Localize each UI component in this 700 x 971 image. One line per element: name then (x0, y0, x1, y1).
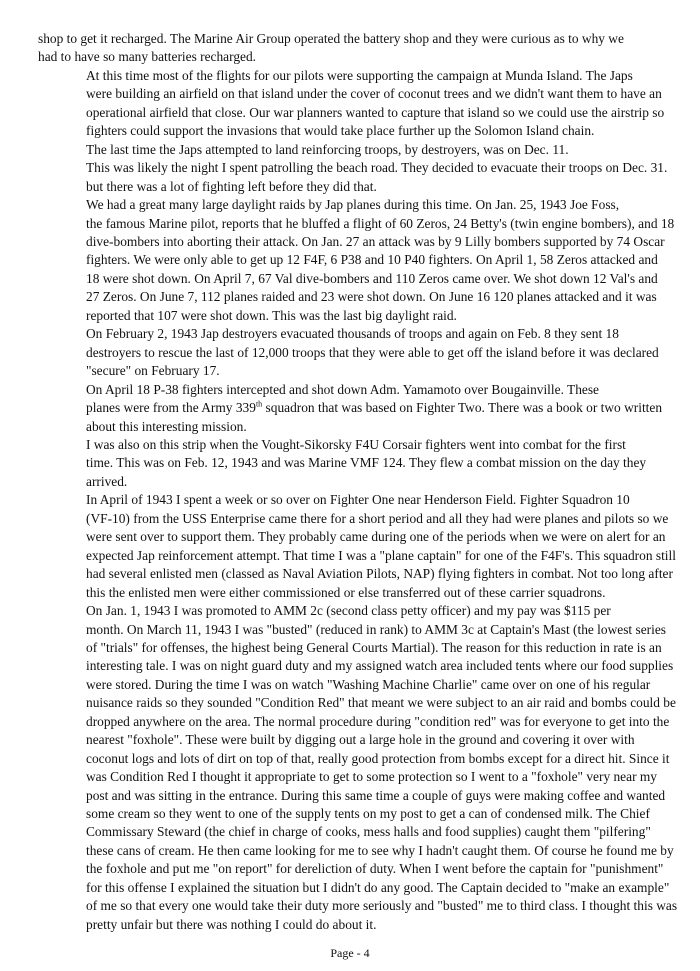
line-text: Commissary Steward (the chief in charge of cooks, mess halls and food supplies) caught them "pilfering" (86, 824, 651, 840)
paragraph (38, 602, 678, 934)
text-line (38, 491, 670, 509)
paragraph (38, 381, 670, 436)
line-text: post and was sitting in the entrance. During this same time a couple of guys were making coffee and wanted (86, 787, 666, 803)
text-line (38, 288, 670, 306)
text-line (38, 528, 670, 546)
line-text: 27 Zeros. On June 7, 112 planes raided and 23 were shot down. On June 16 120 planes attacked and it was (86, 289, 657, 305)
text-line (38, 344, 670, 362)
text-line (38, 565, 673, 583)
superscript: th (255, 399, 263, 409)
line-text: were stored. During the time I was on watch "Washing Machine Charlie" came over on one of his regular (86, 676, 651, 692)
text-line (38, 178, 670, 196)
text-line (38, 85, 670, 103)
line-text: "secure" on February 17. (86, 363, 220, 379)
text-line (38, 842, 674, 860)
line-text: dropped anywhere on the area. The normal procedure during "condition red" was for everyone to get into the (86, 713, 670, 729)
text-line (38, 897, 678, 915)
text-line (38, 768, 670, 786)
line-text: fighters could support the invasions that would take place further up the Solomon Island chain. (86, 123, 595, 139)
text-line (38, 251, 670, 269)
line-text: shop to get it recharged. The Marine Air Group operated the battery shop and they were curious as to why we (38, 31, 624, 46)
line-text: On April 18 P-38 fighters intercepted and shot down Adm. Yamamoto over Bougainville. These (86, 381, 599, 397)
text-line (38, 418, 670, 436)
text-line (38, 750, 670, 768)
text-line (38, 270, 670, 288)
text-line (38, 362, 670, 380)
text-line (38, 215, 675, 233)
line-text: of me so that every one would take their duty more seriously and "busted" me to third class. I thought this was (86, 898, 678, 914)
text-line (38, 547, 676, 565)
body-text (38, 30, 678, 934)
line-text: of "trials" for offenses, the highest being General Courts Martial). The reason for this reduction in rate is an (86, 639, 662, 655)
text-line (38, 159, 670, 177)
text-line (38, 381, 670, 399)
line-text: At this time most of the flights for our pilots were supporting the campaign at Munda Island. The Japs (86, 67, 633, 83)
line-text: This was likely the night I spent patrolling the beach road. They decided to evacuate their troops on Dec. 31. (86, 160, 668, 176)
line-text: (VF-10) from the USS Enterprise came there for a short period and all they had were planes and pilots so we (86, 510, 669, 526)
text-line (38, 473, 670, 491)
text-line (38, 823, 670, 841)
line-text: interesting tale. I was on night guard duty and my assigned watch area included tents where our food supplies (86, 658, 674, 674)
text-line (38, 657, 674, 675)
line-text: these cans of cream. He then came looking for me to see why I hadn't caught them. Of course he found me by (86, 842, 674, 858)
text-line (38, 694, 676, 712)
text-line (38, 67, 670, 85)
text-line (38, 122, 670, 140)
line-text: pretty unfair but there was nothing I could do about it. (86, 916, 377, 932)
text-line (38, 141, 670, 159)
line-text: coconut logs and lots of dirt on top of that, really good protection from bombs except for a direct hit. Since it (86, 750, 670, 766)
text-line (38, 454, 670, 472)
line-text: month. On March 11, 1943 I was "busted" (reduced in rank) to AMM 3c at Captain's Mast (the lowest series (86, 621, 666, 637)
paragraph (38, 325, 670, 380)
line-text: On February 2, 1943 Jap destroyers evacuated thousands of troops and again on Feb. 8 they sent 18 (86, 326, 619, 342)
line-text: arrived. (86, 473, 128, 489)
text-line (38, 325, 670, 343)
line-text: nuisance raids so they sounded "Condition Red" that meant we were subject to an air raid and bombs could be (86, 695, 676, 711)
line-text: operational airfield that close. Our war planners wanted to capture that island so we could use the airstrip so (86, 104, 665, 120)
text-line (38, 602, 670, 620)
line-text: some cream so they went to one of the supply tents on my post to get a can of condensed milk. The Chief (86, 806, 650, 822)
paragraph (38, 436, 670, 491)
line-text: were building an airfield on that island under the cover of coconut trees and we didn't want them to have an (86, 86, 662, 102)
text-line (38, 584, 670, 602)
text-line (38, 104, 670, 122)
line-text: time. This was on Feb. 12, 1943 and was Marine VMF 124. They flew a combat mission on the day they (86, 455, 647, 471)
text-line (38, 860, 670, 878)
paragraph (38, 491, 676, 602)
line-text: On Jan. 1, 1943 I was promoted to AMM 2c (second class petty officer) and my pay was $115 per (86, 603, 611, 619)
line-text: The last time the Japs attempted to land reinforcing troops, by destroyers, was on Dec. 11. (86, 141, 569, 157)
line-text: but there was a lot of fighting left before they did that. (86, 178, 377, 194)
paragraph (38, 67, 670, 141)
line-text: this the enlisted men were either commissioned or else transferred out of these carrier squadrons. (86, 584, 606, 600)
paragraph (38, 196, 675, 325)
line-text: dive-bombers into aborting their attack. On Jan. 27 an attack was by 9 Lilly bombers supported by 74 Oscar (86, 233, 665, 249)
text-line (38, 676, 670, 694)
text-line (38, 787, 670, 805)
paragraph (38, 141, 670, 196)
line-text: planes were from the Army 339 (86, 400, 256, 416)
line-text: had to have so many batteries recharged. (38, 49, 257, 65)
line-text: fighters. We were only able to get up 12 F4F, 6 P38 and 10 P40 fighters. On April 1, 58 Zeros attacked and (86, 252, 658, 268)
line-text: In April of 1943 I spent a week or so over on Fighter One near Henderson Field. Fighter Squadron 10 (86, 492, 630, 508)
line-text: was Condition Red I thought it appropriate to get to some protection so I went to a "foxhole" very near my (86, 769, 657, 785)
line-text: 18 were shot down. On April 7, 67 Val dive-bombers and 110 Zeros came over. We shot down 12 Val's and (86, 270, 658, 286)
line-text: were sent over to support them. They probably came during one of the periods when we were on alert for an (86, 529, 666, 545)
text-line (38, 399, 670, 417)
line-text: the foxhole and put me "on report" for dereliction of duty. When I went before the captain for "punishment" (86, 861, 664, 877)
line-text: the famous Marine pilot, reports that he bluffed a flight of 60 Zeros, 24 Betty's (twin engine bombers), and 18 (86, 215, 675, 231)
text-line (38, 879, 670, 897)
line-text: We had a great many large daylight raids by Jap planes during this time. On Jan. 25, 1943 Joe Foss, (86, 197, 620, 213)
text-line (38, 713, 670, 731)
text-line (38, 233, 670, 251)
text-line (38, 805, 670, 823)
text-line (38, 30, 670, 48)
line-text: reported that 107 were shot down. This was the last big daylight raid. (86, 307, 457, 323)
text-line (38, 510, 670, 528)
text-line (38, 621, 670, 639)
line-text: expected Jap reinforcement attempt. That time I was a "plane captain" for one of the F4F's. This squadron still (86, 547, 676, 563)
line-text: I was also on this strip when the Vought-Sikorsky F4U Corsair fighters went into combat for the first (86, 436, 626, 452)
line-text: had several enlisted men (classed as Naval Aviation Pilots, NAP) flying fighters in combat. Not too long after (86, 566, 673, 582)
line-text: destroyers to rescue the last of 12,000 troops that they were able to get off the island before it was declared (86, 344, 659, 360)
page-number: Page - 4 (330, 946, 370, 960)
text-line (38, 307, 670, 325)
text-line (38, 48, 670, 66)
text-line (38, 731, 670, 749)
line-text-continued: squadron that was based on Fighter Two. There was a book or two written (262, 400, 663, 416)
text-line (38, 916, 670, 934)
line-text: nearest "foxhole". These were built by digging out a large hole in the ground and covering it over with (86, 732, 635, 748)
paragraph (38, 30, 670, 67)
text-line (38, 639, 670, 657)
line-text: for this offense I explained the situation but I didn't do any good. The Captain decided to "make an example" (86, 879, 670, 895)
text-line (38, 196, 670, 214)
text-line (38, 436, 670, 454)
line-text: about this interesting mission. (86, 418, 247, 434)
